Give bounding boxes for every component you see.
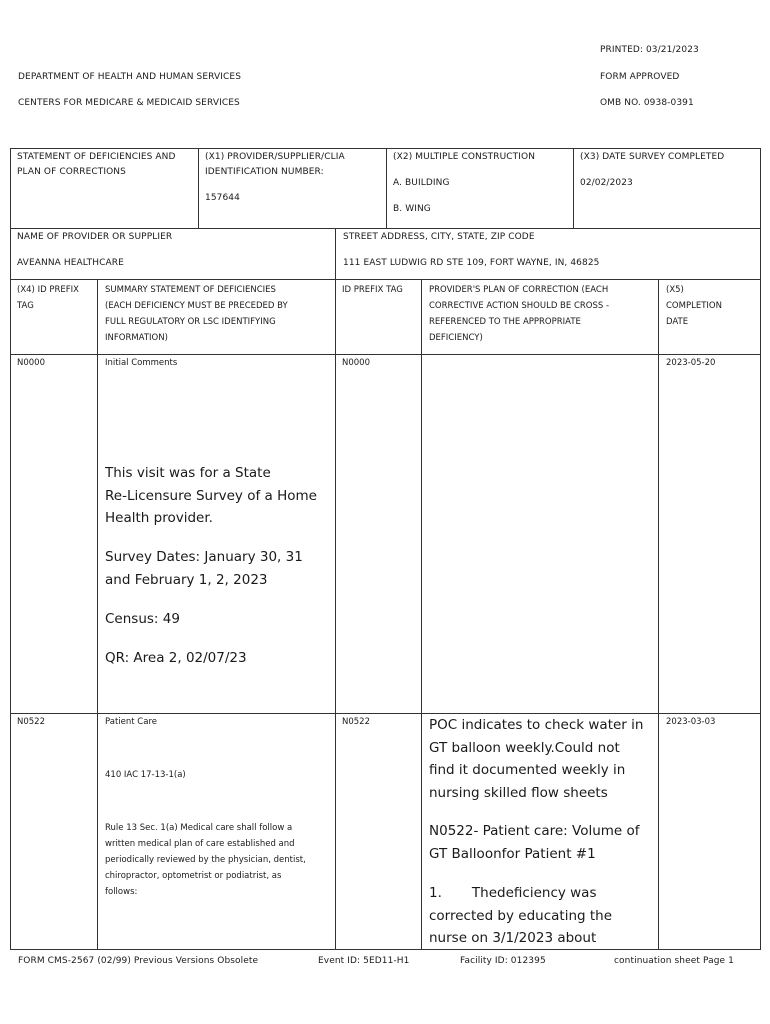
statement-label: STATEMENT OF DEFICIENCIES AND PLAN OF CORRECTIONS: [17, 152, 176, 177]
col-header-x4: (X4) ID PREFIX TAG: [17, 285, 79, 311]
rule-text: Rule 13 Sec. 1(a) Medical care shall follow a written medical plan of care established and periodically reviewed by the physician, dentist, chiropractor, optometrist or podiatrist, as follows:: [105, 823, 306, 897]
row-tag-2: N0000: [342, 358, 370, 368]
poc-note: POC indicates to check water in GT balloon weekly.Could not find it documented weekly in nursing skilled flow sheets: [429, 717, 644, 801]
row-tag: N0522: [17, 717, 45, 727]
x1-value: 157644: [205, 193, 240, 203]
col-header-plan: PROVIDER'S PLAN OF CORRECTION (EACH CORRECTIVE ACTION SHOULD BE CROSS - REFERENCED TO THE APPROPRIATE DEFICIENCY): [429, 285, 610, 343]
row-completion-date: 2023-05-20: [666, 358, 716, 368]
poc-heading: N0522- Patient care: Volume of GT Balloonfor Patient #1: [429, 823, 640, 862]
row-tag: N0000: [17, 358, 45, 368]
row-title: Patient Care: [105, 717, 157, 727]
row-title: Initial Comments: [105, 358, 178, 368]
x3-label: (X3) DATE SURVEY COMPLETED: [580, 152, 725, 162]
printed-date: PRINTED: 03/21/2023: [600, 45, 699, 55]
col-header-id-prefix: ID PREFIX TAG: [342, 285, 403, 295]
footer-event-id: Event ID: 5ED11-H1: [318, 956, 410, 966]
col-header-summary: SUMMARY STATEMENT OF DEFICIENCIES (EACH DEFICIENCY MUST BE PRECEDED BY FULL REGULATORY OR LSC IDENTIFYING INFORMATION): [105, 285, 288, 343]
form-approved: FORM APPROVED: [600, 72, 680, 82]
provider-address: 111 EAST LUDWIG RD STE 109, FORT WAYNE, IN, 46825: [343, 258, 600, 268]
row-body-text: This visit was for a State Re-Licensure Survey of a Home Health provider.: [105, 465, 317, 526]
provider-name-label: NAME OF PROVIDER OR SUPPLIER: [17, 232, 173, 242]
x2-label: (X2) MULTIPLE CONSTRUCTION: [393, 152, 536, 162]
poc-item: 1. Thedeficiency was corrected by educating the nurse on 3/1/2023 about: [429, 885, 613, 946]
centers-title: CENTERS FOR MEDICARE & MEDICAID SERVICES: [18, 98, 240, 108]
footer-page: continuation sheet Page 1: [614, 956, 734, 966]
department-title: DEPARTMENT OF HEALTH AND HUMAN SERVICES: [18, 72, 242, 82]
census: Census: 49: [105, 611, 180, 627]
x3-value: 02/02/2023: [580, 178, 633, 188]
x2-wing: B. WING: [393, 204, 431, 214]
survey-dates: Survey Dates: January 30, 31 and February 1, 2, 2023: [105, 549, 303, 588]
rule-reference: 410 IAC 17-13-1(a): [105, 770, 186, 780]
footer-form: FORM CMS-2567 (02/99) Previous Versions Obsolete: [18, 956, 259, 966]
provider-name: AVEANNA HEALTHCARE: [17, 258, 124, 268]
x1-label: (X1) PROVIDER/SUPPLIER/CLIA IDENTIFICATION NUMBER:: [205, 152, 345, 177]
row-tag-2: N0522: [342, 717, 370, 727]
x2-building: A. BUILDING: [393, 178, 450, 188]
omb-number: OMB NO. 0938-0391: [600, 98, 694, 108]
col-header-x5: (X5) COMPLETION DATE: [666, 285, 722, 327]
footer-facility-id: Facility ID: 012395: [460, 956, 546, 966]
row-completion-date: 2023-03-03: [666, 717, 716, 727]
address-label: STREET ADDRESS, CITY, STATE, ZIP CODE: [343, 232, 535, 242]
qr-area: QR: Area 2, 02/07/23: [105, 650, 247, 666]
